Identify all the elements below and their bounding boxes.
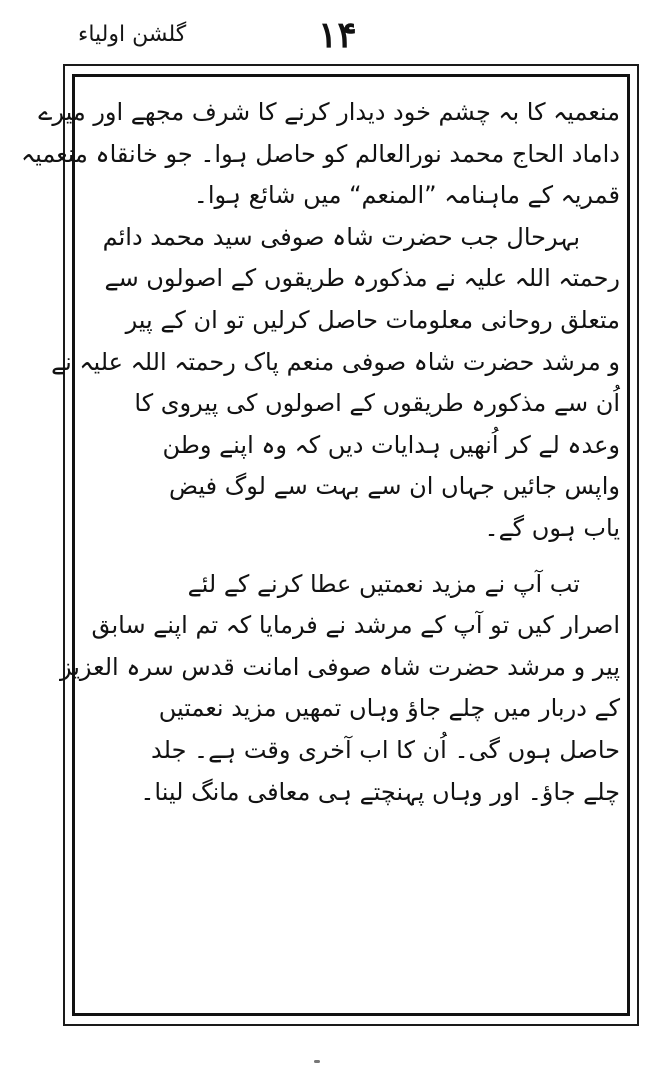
text-line-4: بہرحال جب حضرت شاہ صوفی سید محمد دائم — [102, 222, 580, 251]
text-line-15: کے دربار میں چلے جاؤ وہاں تمھیں مزید نعمتیں — [158, 694, 620, 723]
text-line-17: چلے جاؤ۔ اور وہاں پہنچتے ہی معافی مانگ لینا۔ — [140, 777, 620, 806]
text-line-3: قمریہ کے ماہنامہ ”المنعم“ میں شائع ہوا۔ — [193, 181, 620, 210]
text-line-12: تب آپ نے مزید نعمتیں عطا کرنے کے لئے — [187, 569, 580, 598]
text-line-9: وعدہ لے کر اُنھیں ہدایات دیں کہ وہ اپنے وطن — [162, 430, 620, 459]
text-line-13: اصرار کیں تو آپ کے مرشد نے فرمایا کہ تم اپنے سابق — [91, 611, 620, 640]
page-header — [0, 14, 663, 62]
text-line-7: و مرشد حضرت شاہ صوفی منعم پاک رحمتہ اللہ علیہ نے — [51, 347, 620, 376]
text-line-11: یاب ہوں گے۔ — [484, 513, 620, 542]
text-line-2: داماد الحاج محمد نورالعالم کو حاصل ہوا۔ جو خانقاہ منعمیہ — [21, 139, 620, 168]
text-line-6: متعلق روحانی معلومات حاصل کرلیں تو ان کے پیر — [125, 305, 620, 334]
text-line-10: واپس جائیں جہاں ان سے بہت سے لوگ فیض — [169, 472, 620, 501]
text-line-16: حاصل ہوں گی۔ اُن کا اب آخری وقت ہے۔ جلد — [151, 735, 620, 764]
page-number: ۱۴ — [318, 14, 357, 56]
body-text — [21, 92, 620, 1012]
text-line-8: اُن سے مذکورہ طریقوں کے اصولوں کی پیروی کا — [134, 389, 620, 418]
text-line-1: منعمیہ کا بہ چشم خود دیدار کرنے کا شرف مجھے اور میرے — [38, 98, 620, 126]
scan-speck — [314, 1060, 320, 1063]
book-title: گلشن اولیاء — [78, 22, 187, 47]
text-line-5: رحمتہ اللہ علیہ نے مذکورہ طریقوں کے اصولوں سے — [104, 264, 620, 293]
text-line-14: پیر و مرشد حضرت شاہ صوفی امانت قدس سرہ العزیز — [59, 652, 620, 681]
